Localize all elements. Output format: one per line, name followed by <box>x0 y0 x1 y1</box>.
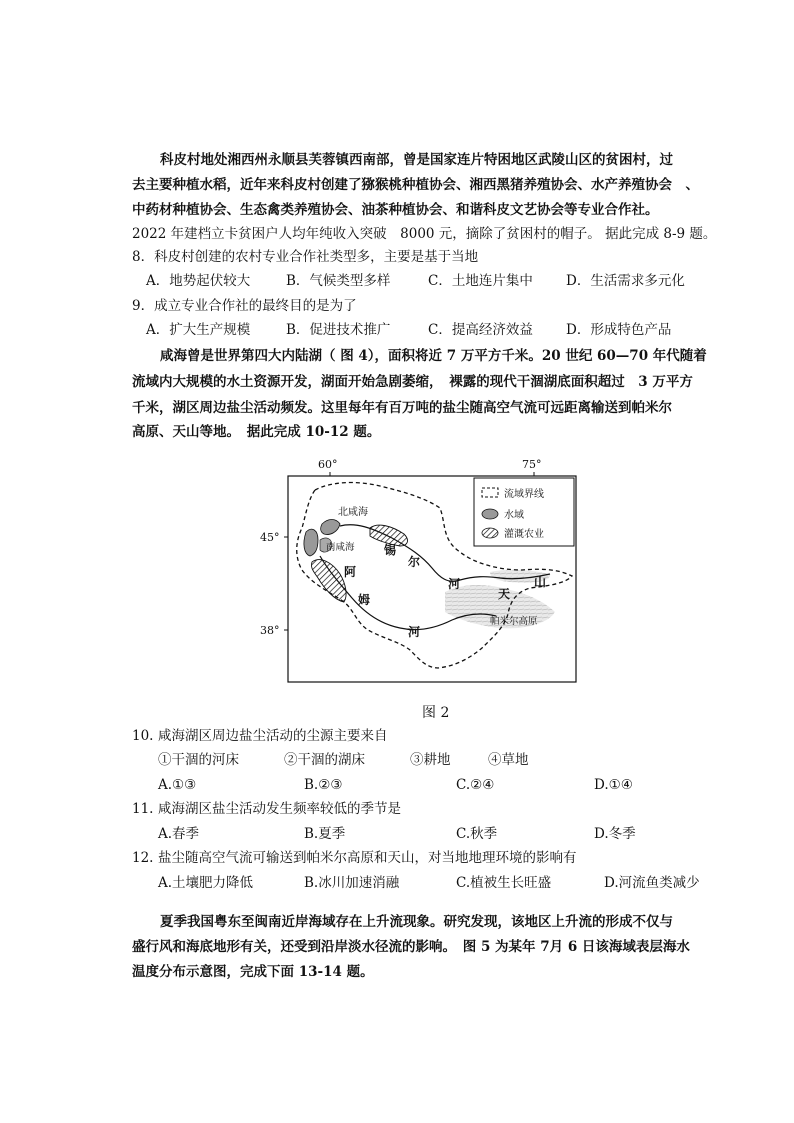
question-9-option-a[interactable]: A．扩大生产规模 <box>146 322 251 338</box>
tianshan-char-2: 山 <box>534 575 547 589</box>
question-10-item-2: ②干涸的湖床 <box>284 752 365 768</box>
question-11-option-d[interactable]: D.冬季 <box>594 826 636 842</box>
question-10-stem: 咸海湖区周边盐尘活动的尘源主要来自 <box>158 728 388 744</box>
question-11-number: 11. <box>132 801 154 817</box>
question-12-option-a[interactable]: A.土壤肥力降低 <box>158 875 254 891</box>
lat-label-45: 45° <box>260 531 280 544</box>
question-12-option-d[interactable]: D.河流鱼类减少 <box>604 875 700 891</box>
passage-1-line-4: 2022 年建档立卡贫困户人均年纯收入突破 8000 元，摘除了贫困村的帽子。 据此完成 8-9 题。 <box>132 226 717 242</box>
question-10-item-1: ①干涸的河床 <box>158 752 239 768</box>
legend-irrigation-symbol <box>482 528 498 538</box>
legend-water-label: 水域 <box>504 510 524 521</box>
passage-2-line-1: 咸海曾是世界第四大内陆湖（ 图 4），面积将近 7 万平方千米。20 世纪 60—70 年代随着 <box>160 348 707 364</box>
passage-3-line-2: 盛行风和海底地形有关，还受到沿岸淡水径流的影响。 图 5 为某年 7月 6 日该海域表层海水 <box>132 939 690 955</box>
passage-2-line-3: 千米，湖区周边盐尘活动频发。这里每年有百万吨的盐尘随高空气流可远距离输送到帕米尔 <box>132 400 672 416</box>
passage-2-line-4: 高原、天山等地。 据此完成 10-12 题。 <box>132 424 381 440</box>
question-10-number: 10. <box>132 728 154 744</box>
question-8-option-d[interactable]: D．生活需求多元化 <box>566 273 685 289</box>
legend-boundary-label: 流域界线 <box>504 489 544 500</box>
question-10-option-a[interactable]: A.①③ <box>158 777 197 793</box>
passage-1-line-2: 去主要种植水稻，近年来科皮村创建了猕猴桃种植协会、湘西黑猪养殖协会、水产养殖协会 、 <box>132 177 699 193</box>
question-10-item-3: ③耕地 <box>410 752 451 768</box>
syr-char-3: 河 <box>448 577 461 591</box>
passage-3-line-3: 温度分布示意图，完成下面 13-14 题。 <box>132 964 374 980</box>
question-11-option-b[interactable]: B.夏季 <box>304 826 346 842</box>
syr-char-1: 锡 <box>384 543 397 557</box>
south-aral-label: 南咸海 <box>326 542 355 553</box>
amu-char-2: 姆 <box>358 593 371 607</box>
figure-caption: 图 2 <box>422 705 450 721</box>
amu-char-1: 阿 <box>344 565 357 579</box>
question-8-stem: 8．科皮村创建的农村专业合作社类型多，主要是基于当地 <box>132 249 479 265</box>
question-9-option-b[interactable]: B．促进技术推广 <box>286 322 391 338</box>
question-9-stem: 9．成立专业合作社的最终目的是为了 <box>132 298 357 314</box>
pamir-label: 帕米尔高原 <box>490 616 538 627</box>
question-8-option-b[interactable]: B．气候类型多样 <box>286 273 391 289</box>
lat-label-38: 38° <box>260 624 280 637</box>
question-11-option-c[interactable]: C.秋季 <box>456 826 498 842</box>
question-12-option-c[interactable]: C.植被生长旺盛 <box>456 875 552 891</box>
lon-label-60: 60° <box>318 458 338 471</box>
passage-3-line-1: 夏季我国粤东至闽南近岸海域存在上升流现象。研究发现，该地区上升流的形成不仅与 <box>160 914 673 930</box>
legend-water-symbol <box>482 509 498 519</box>
passage-2-line-2: 流域内大规模的水土资源开发，湖面开始急剧萎缩， 裸露的现代干涸湖底面积超过 3 万平方 <box>132 374 693 390</box>
question-9-option-c[interactable]: C．提高经济效益 <box>428 322 533 338</box>
question-9-option-d[interactable]: D．形成特色产品 <box>566 322 672 338</box>
question-10-option-b[interactable]: B.②③ <box>304 777 343 793</box>
question-10-option-c[interactable]: C.②④ <box>456 777 495 793</box>
syr-char-2: 尔 <box>408 555 421 569</box>
question-12-number: 12. <box>132 850 154 866</box>
question-12-option-b[interactable]: B.冰川加速消融 <box>304 875 400 891</box>
question-11-option-a[interactable]: A.春季 <box>158 826 200 842</box>
tianshan-char-1: 天 <box>498 587 511 601</box>
question-8-option-c[interactable]: C．土地连片集中 <box>428 273 533 289</box>
north-aral-label: 北咸海 <box>338 507 368 518</box>
question-10-option-d[interactable]: D.①④ <box>594 777 633 793</box>
passage-1-line-1: 科皮村地处湘西州永顺县芙蓉镇西南部，曾是国家连片特困地区武陵山区的贫困村，过 <box>160 152 673 168</box>
lon-label-75: 75° <box>522 458 542 471</box>
passage-1-line-3: 中药材种植协会、生态禽类养殖协会、油茶种植协会、和谐科皮文艺协会等专业合作社。 <box>132 202 659 218</box>
legend-irrigation-label: 灌溉农业 <box>504 529 544 540</box>
amu-char-3: 河 <box>408 625 421 639</box>
aral-sea-basin-map <box>260 452 590 692</box>
question-11-stem: 咸海湖区盐尘活动发生频率较低的季节是 <box>158 801 401 817</box>
question-12-stem: 盐尘随高空气流可输送到帕米尔高原和天山，对当地地理环境的影响有 <box>158 850 577 866</box>
question-10-item-4: ④草地 <box>488 752 529 768</box>
question-8-option-a[interactable]: A．地势起伏较大 <box>146 273 251 289</box>
